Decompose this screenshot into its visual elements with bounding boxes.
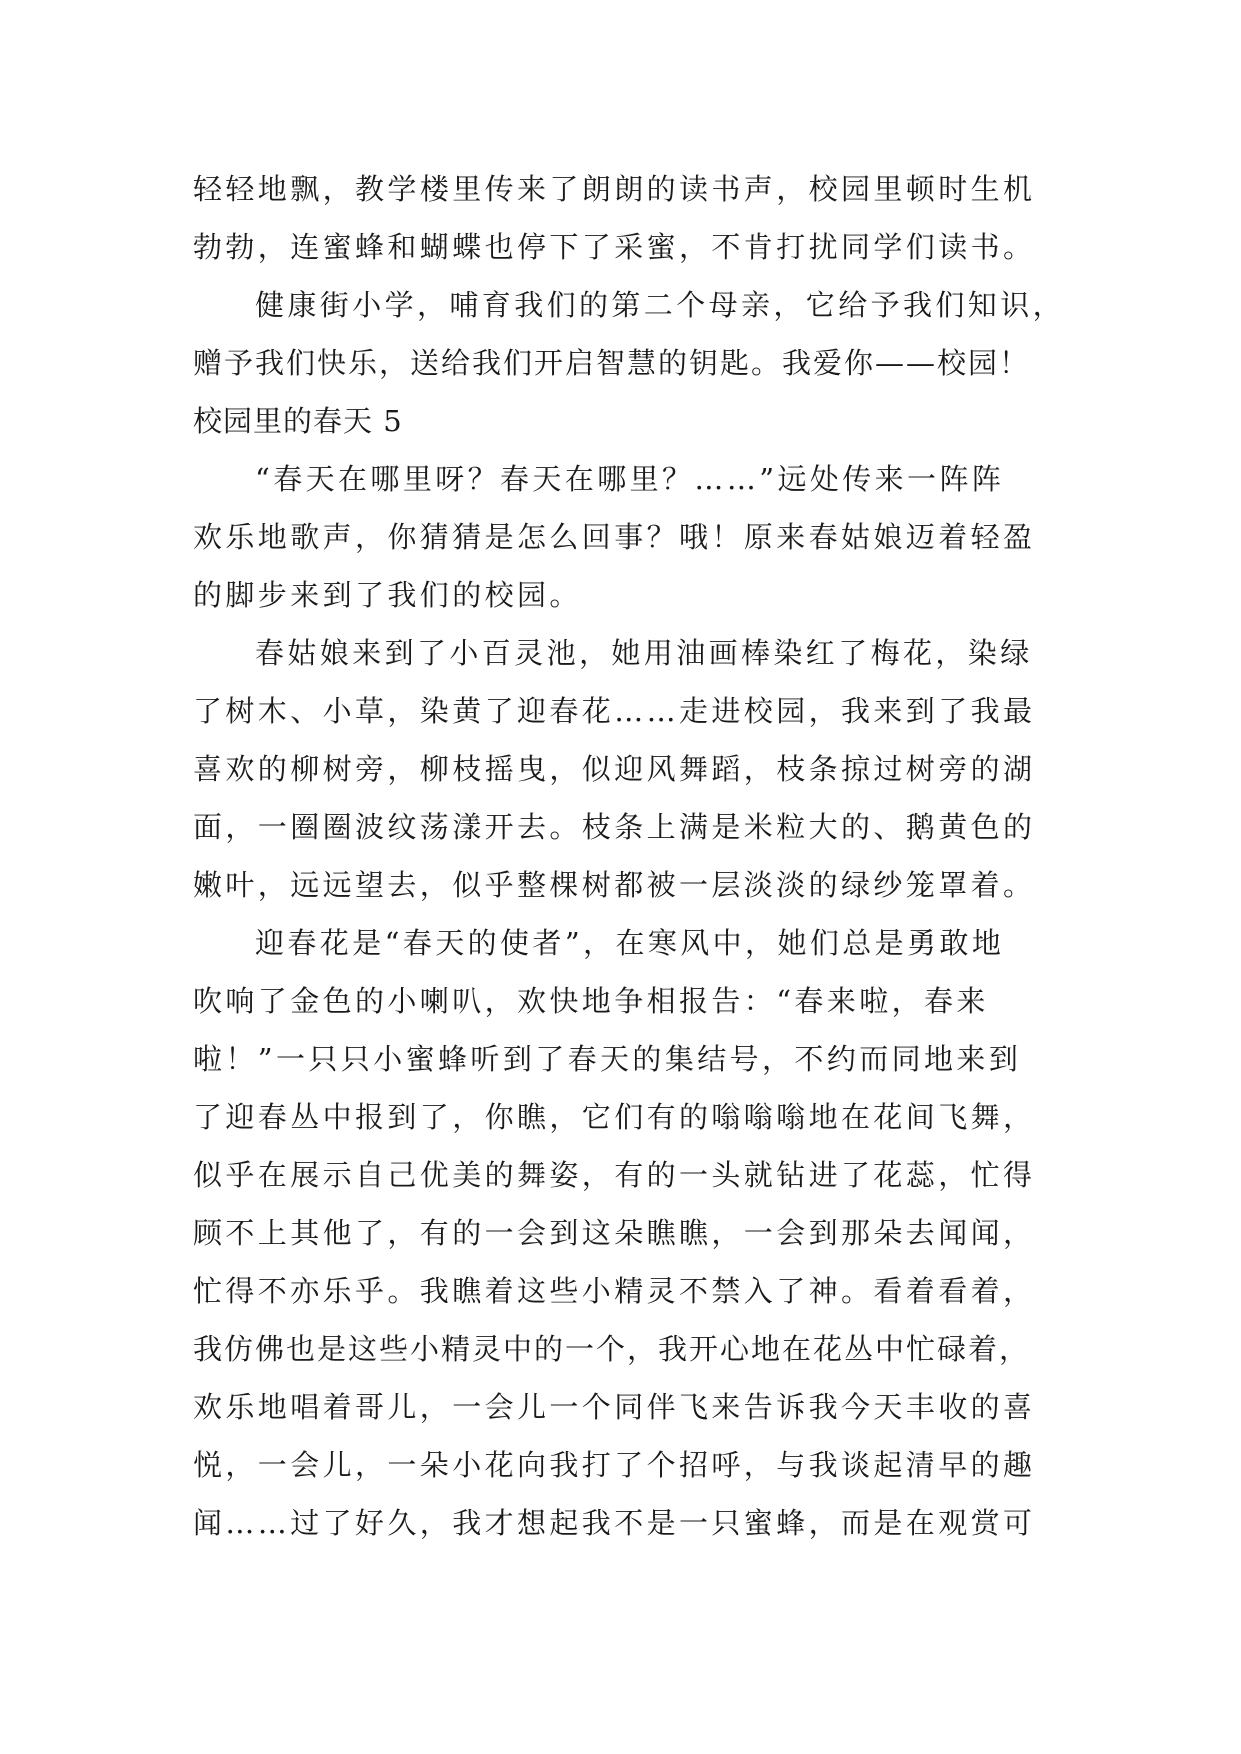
text-line: 赠予我们快乐，送给我们开启智慧的钥匙。我爱你——校园！ [193,346,1031,380]
text-line: 我仿佛也是这些小精灵中的一个，我开心地在花丛中忙碌着， [193,1332,1031,1366]
text-line: 面，一圈圈波纹荡漾开去。枝条上满是米粒大的、鹅黄色的 [193,810,1036,844]
section-heading: 校园里的春天 5 [193,404,403,438]
text-line: 的脚步来到了我们的校园。 [193,578,582,612]
text-line: 吹响了金色的小喇叭，欢快地争相报告：“春来啦，春来 [193,984,989,1018]
document-body [193,160,1066,1552]
text-line: 勃勃，连蜜蜂和蝴蝶也停下了采蜜，不肯打扰同学们读书。 [193,230,1036,264]
text-line: 似乎在展示自己优美的舞姿，有的一头就钻进了花蕊，忙得 [193,1158,1036,1192]
text-line: 忙得不亦乐乎。我瞧着这些小精灵不禁入了神。看着看着， [193,1274,1036,1308]
text-line: 啦！”一只只小蜜蜂听到了春天的集结号，不约而同地来到 [193,1042,1022,1076]
paragraph-start-line: “春天在哪里呀？春天在哪里？……”远处传来一阵阵 [255,462,1005,496]
text-line: 欢乐地歌声，你猜猜是怎么回事？哦！原来春姑娘迈着轻盈 [193,520,1036,554]
paragraph-start-line: 迎春花是“春天的使者”，在寒风中，她们总是勇敢地 [255,926,1005,960]
text-line: 欢乐地唱着哥儿，一会儿一个同伴飞来告诉我今天丰收的喜 [193,1390,1036,1424]
paragraph-start-line: 健康街小学，哺育我们的第二个母亲，它给予我们知识， [255,288,1066,322]
text-line: 嫩叶，远远望去，似乎整棵树都被一层淡淡的绿纱笼罩着。 [193,868,1036,902]
text-line: 喜欢的柳树旁，柳枝摇曳，似迎风舞蹈，枝条掠过树旁的湖 [193,752,1036,786]
text-line: 悦，一会儿，一朵小花向我打了个招呼，与我谈起清早的趣 [193,1448,1036,1482]
text-line: 轻轻地飘，教学楼里传来了朗朗的读书声，校园里顿时生机 [193,172,1036,206]
text-line: 顾不上其他了，有的一会到这朵瞧瞧，一会到那朵去闻闻， [193,1216,1036,1250]
text-line: 闻……过了好久，我才想起我不是一只蜜蜂，而是在观赏可 [193,1506,1036,1540]
text-line: 了树木、小草，染黄了迎春花……走进校园，我来到了我最 [193,694,1036,728]
text-line: 了迎春丛中报到了，你瞧，它们有的嗡嗡嗡地在花间飞舞， [193,1100,1036,1134]
paragraph-start-line: 春姑娘来到了小百灵池，她用油画棒染红了梅花，染绿 [255,636,1033,670]
